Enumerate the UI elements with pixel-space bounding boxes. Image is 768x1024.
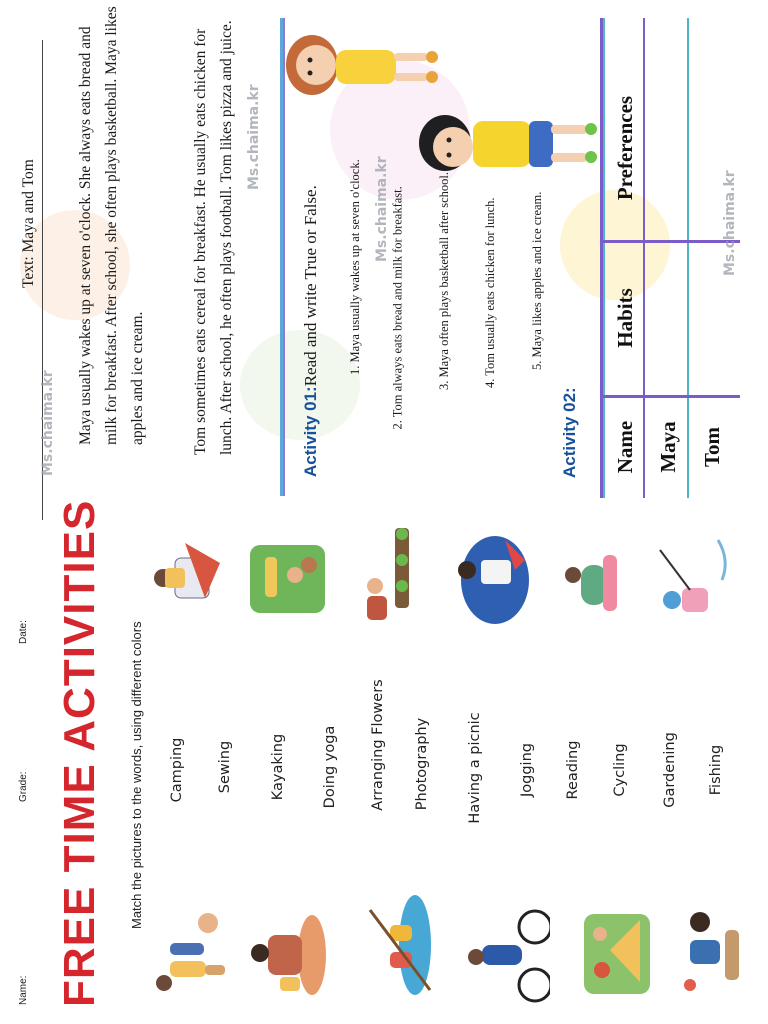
fishing-picture bbox=[650, 530, 740, 625]
activity-1-instruction: Read and write True or False. bbox=[301, 185, 320, 387]
table-header-name: Name bbox=[613, 420, 637, 474]
reading-paragraph-tom: Tom sometimes eats cereal for breakfast. He usually eats chicken for lunch. After school, he often plays football. Tom likes pizza and juice. bbox=[192, 20, 235, 455]
sewing-picture bbox=[145, 538, 225, 618]
table-line bbox=[603, 18, 605, 498]
activity-1-question-2: 2. Tom always eats bread and milk for breakfast. bbox=[390, 186, 404, 430]
date-label: Date: bbox=[18, 620, 29, 644]
watermark: Ms.chaima.kr bbox=[40, 370, 56, 476]
having-a-picnic-picture bbox=[240, 905, 330, 1005]
table-line bbox=[600, 395, 740, 398]
boy-character-picture bbox=[415, 85, 600, 195]
activity-2-title: Activity 02: bbox=[560, 387, 579, 478]
word-gardening: Gardening bbox=[662, 732, 678, 808]
activity-1-question-5: 5. Maya likes apples and ice cream. bbox=[530, 191, 544, 370]
camping-picture bbox=[570, 900, 660, 1005]
grade-label: Grade: bbox=[18, 771, 29, 802]
word-kayaking: Kayaking bbox=[270, 733, 286, 801]
gardening-picture bbox=[670, 900, 750, 1005]
table-line bbox=[643, 18, 645, 498]
table-line bbox=[687, 18, 689, 498]
activity-1-question-3: 3. Maya often plays basketball after school. bbox=[437, 172, 451, 390]
word-cycling: Cycling bbox=[612, 743, 628, 797]
kayaking-picture bbox=[360, 890, 440, 1000]
word-fishing: Fishing bbox=[708, 744, 724, 796]
table-line bbox=[600, 240, 740, 243]
word-camping: Camping bbox=[169, 737, 185, 803]
name-label: Name: bbox=[18, 975, 29, 1005]
word-doing-yoga: Doing yoga bbox=[322, 725, 338, 809]
activity-1-question-4: 4. Tom usually eats chicken for lunch. bbox=[483, 197, 497, 388]
word-arranging-flowers: Arranging Flowers bbox=[370, 679, 386, 811]
table-row-tom: Tom bbox=[700, 426, 724, 468]
jogging-picture bbox=[150, 905, 230, 1005]
page-title: FREE TIME ACTIVITIES bbox=[55, 499, 104, 1007]
word-jogging: Jogging bbox=[519, 743, 535, 797]
watermark: Ms.chaima.kr bbox=[722, 170, 738, 276]
table-header-habits: Habits bbox=[613, 288, 637, 348]
watermark: Ms.chaima.kr bbox=[374, 156, 390, 262]
reading-picture bbox=[445, 530, 535, 630]
word-sewing: Sewing bbox=[217, 740, 233, 794]
reading-paragraph-maya: Maya usually wakes up at seven o'clock. She always eats bread and milk for breakfast. After school, she often plays basketball. Maya likes apples and ice cream. bbox=[77, 6, 146, 445]
word-photography: Photography bbox=[414, 717, 430, 811]
reading-group-picture bbox=[245, 535, 330, 620]
word-reading: Reading bbox=[565, 740, 581, 800]
activity-1-label: Activity 01: bbox=[301, 386, 320, 477]
table-row-maya: Maya bbox=[656, 421, 680, 473]
table-header-preferences: Preferences bbox=[613, 95, 637, 201]
reading-heading: Text: Maya and Tom bbox=[20, 159, 37, 288]
arranging-flowers-picture bbox=[355, 520, 425, 625]
instruction-text: Match the pictures to the words, using different colors bbox=[129, 621, 144, 929]
activity-1-question-1: 1. Maya usually wakes up at seven o'clock. bbox=[348, 159, 362, 375]
activity-1-title bbox=[300, 177, 322, 477]
word-having-a-picnic: Having a picnic bbox=[467, 712, 483, 824]
cycling-picture bbox=[460, 905, 550, 1005]
doing-yoga-picture bbox=[555, 545, 635, 625]
watermark: Ms.chaima.kr bbox=[246, 84, 262, 190]
